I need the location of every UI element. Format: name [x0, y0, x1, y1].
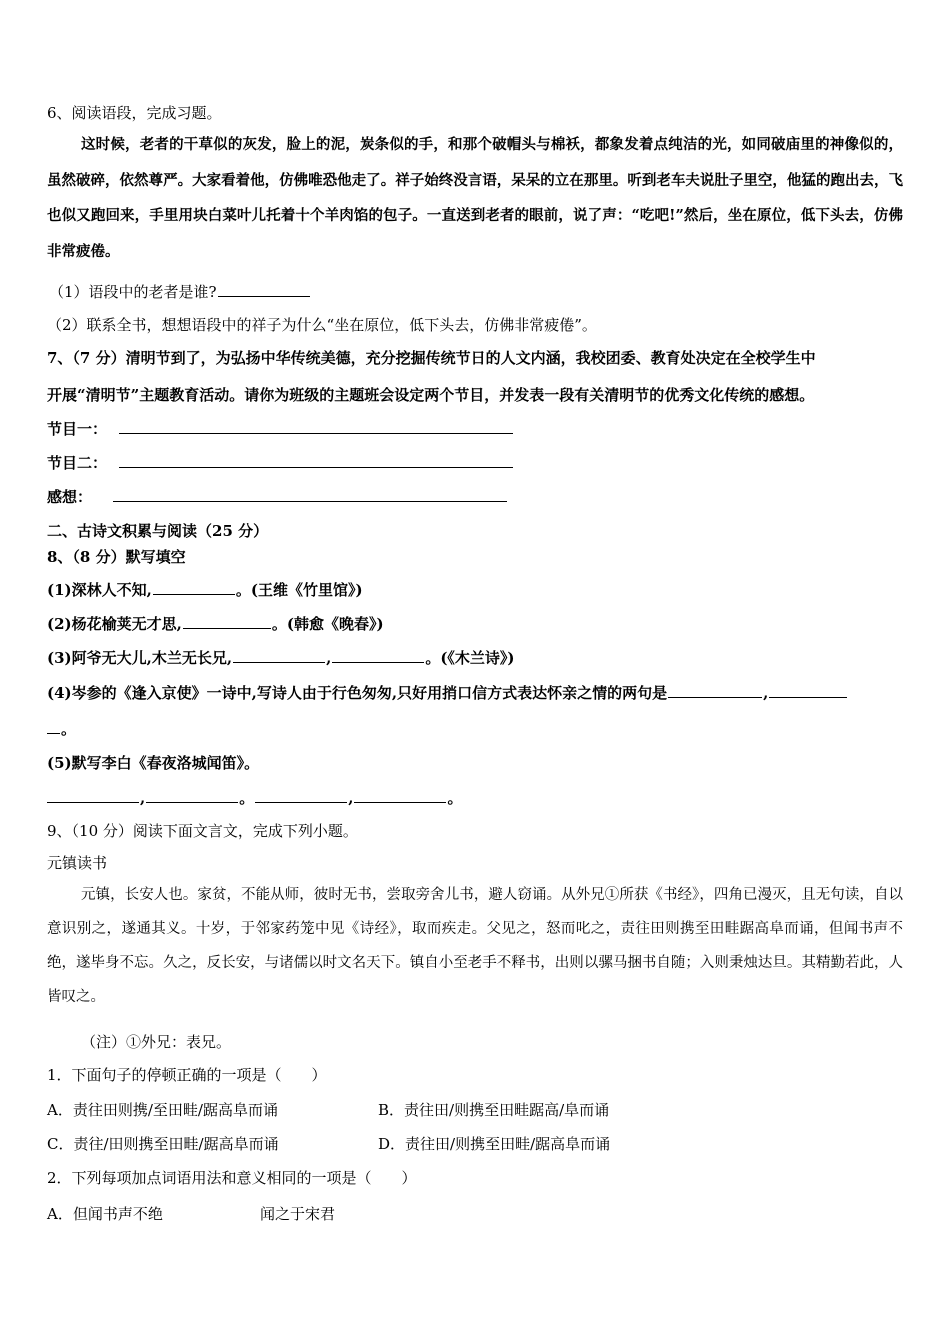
q6-sub2: （2）联系全书，想想语段中的祥子为什么“坐在原位，低下头去，仿佛非常疲倦”。: [47, 316, 597, 334]
q8-l6d: 。: [447, 789, 463, 807]
q9-q2: 2．下列每项加点词语用法和意义相同的一项是（ ）: [47, 1169, 417, 1187]
q7-line1: 7、（7 分）清明节到了，为弘扬中华传统美德，充分挖掘传统节日的人文内涵，我校团委、教育处决定在全校学生中: [47, 349, 816, 367]
answer-blank[interactable]: [668, 683, 762, 698]
q8-l4c: 。: [61, 720, 77, 738]
q8-line4: [47, 683, 848, 703]
q8-line6: [47, 788, 463, 808]
q7-item1-label: 节目一：: [47, 420, 108, 438]
answer-blank[interactable]: [153, 580, 235, 595]
q6-passage: 这时候，老者的干草似的灰发，脸上的泥，炭条似的手，和那个破帽头与棉袄，都象发着点纯洁的光，如同破庙里的神像似的，虽然破碎，依然尊严。大家看着他，仿佛唯恐他走了。祥子始终没言语，呆呆的立在那里。听到老车夫说肚子里空，他猛的跑出去，飞也似又跑回来，手里用块白菜叶儿托着十个羊肉馅的包子。一直送到老者的眼前，说了声：“吃吧!”然后，坐在原位，低下头去，仿佛非常疲倦。: [47, 136, 903, 260]
q9-subtitle: 元镇读书: [47, 854, 108, 872]
q9-note: （注）①外兄：表兄。: [81, 1033, 232, 1051]
section-heading: 二、古诗文积累与阅读（25 分）: [47, 522, 269, 540]
q8-line1: [47, 580, 363, 600]
q7-item3: [47, 487, 508, 507]
answer-blank[interactable]: [113, 487, 507, 502]
q8-l6c: ,: [348, 789, 354, 807]
q7-line2: 开展“清明节”主题教育活动。请你为班级的主题班会设定两个节目，并发表一段有关清明节的优秀文化传统的感想。: [47, 386, 815, 404]
q8-l1a: (1)深林人不知,: [47, 581, 152, 599]
q9-q1-option-b[interactable]: B．责往田/则携至田畦踞高/阜而诵: [378, 1101, 610, 1119]
q9-title: 9、（10 分）阅读下面文言文，完成下列小题。: [47, 822, 358, 840]
q8-l2a: (2)杨花榆荚无才思,: [47, 615, 182, 633]
q9-q1-option-c[interactable]: C．责往/田则携至田畦/踞高阜而诵: [47, 1135, 279, 1153]
answer-blank[interactable]: [354, 788, 446, 803]
answer-blank[interactable]: [233, 648, 325, 663]
q6-sub1: [49, 282, 311, 302]
q7-item2: [47, 453, 514, 473]
q9-q1-option-d[interactable]: D．责往田/则携至田畦/踞高阜而诵: [378, 1135, 611, 1153]
q9-q2-option-a-pair: 闻之于宋君: [260, 1205, 336, 1223]
q8-line2: [47, 614, 384, 634]
q7-item1: [47, 419, 514, 439]
answer-blank[interactable]: [47, 719, 60, 734]
q8-l3a: (3)阿爷无大儿,木兰无长兄,: [47, 649, 233, 667]
q8-l6b: 。: [239, 789, 255, 807]
answer-blank[interactable]: [47, 788, 139, 803]
q8-l3b: ,: [326, 649, 332, 667]
q8-l4a: (4)岑参的《逢入京使》一诗中,写诗人由于行色匆匆,只好用捎口信方式表达怀亲之情的两句是: [47, 684, 668, 702]
q8-title: 8、（8 分）默写填空: [47, 548, 186, 566]
q6-title: 6、阅读语段，完成习题。: [47, 104, 222, 122]
q9-q1: 1．下面句子的停顿正确的一项是（ ）: [47, 1066, 327, 1084]
answer-blank[interactable]: [146, 788, 238, 803]
answer-blank[interactable]: [183, 614, 271, 629]
q8-line5: (5)默写李白《春夜洛城闻笛》。: [47, 754, 260, 772]
answer-blank[interactable]: [119, 419, 513, 434]
q8-l6a: ,: [140, 789, 146, 807]
answer-blank[interactable]: [218, 282, 310, 297]
answer-blank[interactable]: [769, 683, 847, 698]
answer-blank[interactable]: [255, 788, 347, 803]
q8-l1b: 。(王维《竹里馆》): [235, 581, 363, 599]
q8-l3c: 。(《木兰诗》): [425, 649, 515, 667]
answer-blank[interactable]: [332, 648, 424, 663]
q6-sub1-text: （1）语段中的老者是谁?: [49, 283, 217, 301]
q8-line4-end: [47, 719, 76, 739]
q9-q1-option-a[interactable]: A．责往田则携/至田畦/踞高阜而诵: [47, 1101, 278, 1119]
q9-q2-option-a[interactable]: A．但闻书声不绝: [47, 1205, 163, 1223]
answer-blank[interactable]: [119, 453, 513, 468]
q9-passage: 元镇，长安人也。家贫，不能从师，彼时无书，尝取旁舍儿书，避人窃诵。从外兄①所获《书经》，四角已漫灭，且无句读，自以意识别之，遂通其义。十岁，于邻家药笼中见《诗经》，取而疾走。父见之，怒而叱之，责往田则携至田畦踞高阜而诵，但闻书声不绝，遂毕身不忘。久之，反长安，与诸儒以时文名天下。镇自小至老手不释书，出则以骡马捆书自随；入则秉烛达旦。其精勤若此，人皆叹之。: [47, 887, 903, 1005]
q7-item3-label: 感想：: [47, 488, 93, 506]
q8-line3: [47, 648, 515, 668]
q8-l4b: ,: [763, 684, 769, 702]
q8-l2b: 。(韩愈《晚春》): [271, 615, 384, 633]
q7-item2-label: 节目二：: [47, 454, 108, 472]
